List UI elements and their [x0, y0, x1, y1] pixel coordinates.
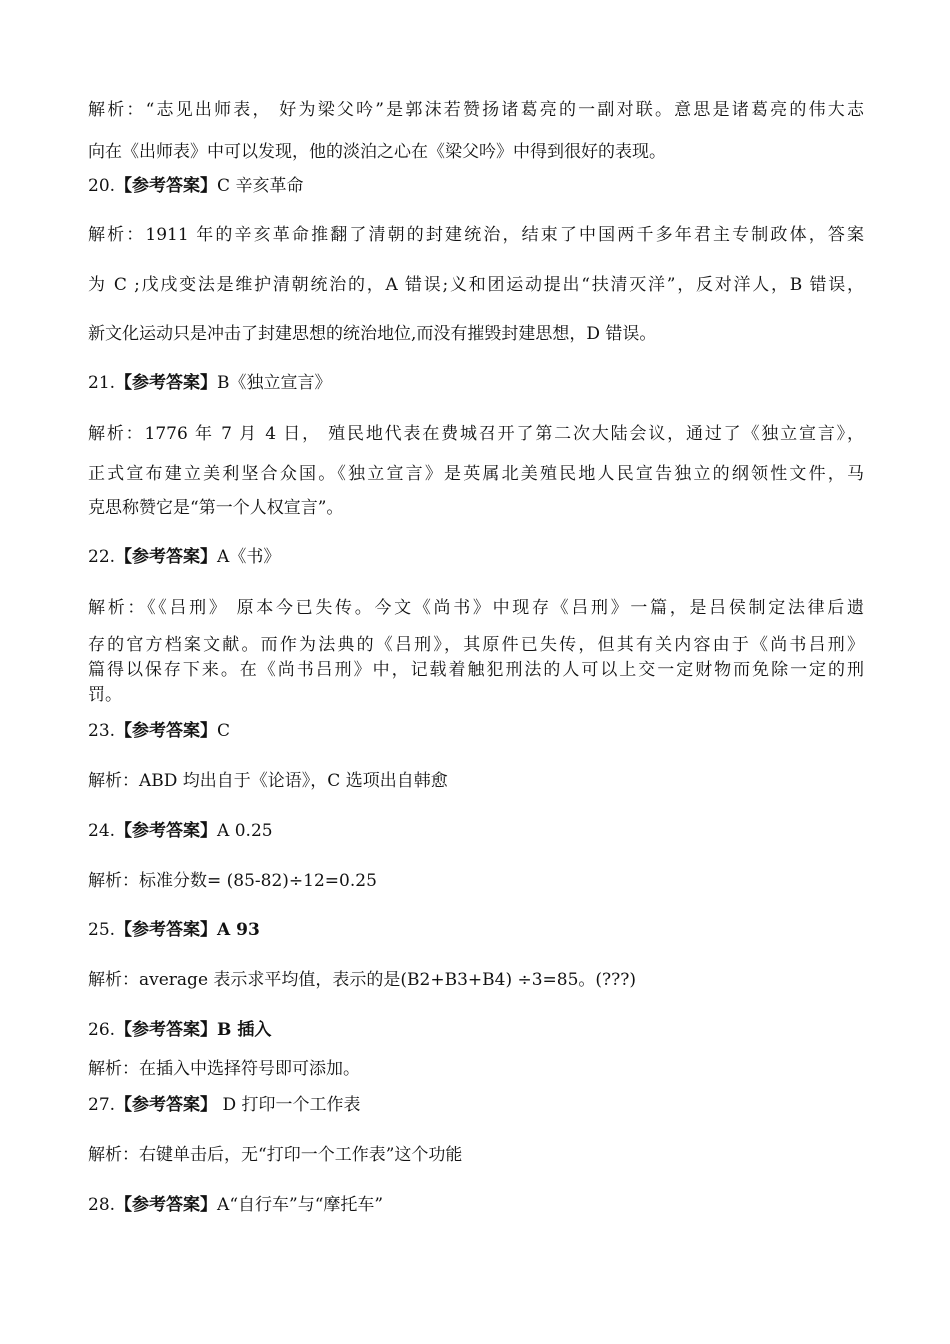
answer-label: 【参考答案】 — [115, 920, 218, 940]
answer-value: B 插入 — [217, 1020, 272, 1040]
explanation-line: 罚。 — [88, 685, 122, 705]
explanation-line: 解析：ABD 均出自于《论语》，C 选项出自韩愈 — [88, 771, 448, 791]
answer-value: A“自行车”与“摩托车” — [217, 1195, 384, 1215]
answer-number: 22. — [88, 547, 116, 567]
answer-line-21 — [88, 372, 332, 394]
answer-line-23 — [88, 720, 230, 742]
answer-line-25 — [88, 919, 260, 941]
answer-label: 【参考答案】 — [115, 1095, 218, 1115]
explanation-line: 解析：在插入中选择符号即可添加。 — [88, 1059, 360, 1079]
explanation-line: 解析：1776 年 7 月 4 日， 殖民地代表在费城召开了第二次大陆会议，通过了《独立宣言》， — [88, 424, 864, 444]
answer-label: 【参考答案】 — [115, 721, 218, 741]
answer-label: 【参考答案】 — [115, 821, 218, 841]
explanation-line: 解析：《《吕刑》 原本今已失传。今文《尚书》中现存《吕刑》一篇，是吕侯制定法律后遗 — [88, 598, 864, 618]
explanation-line: 克思称赞它是“第一个人权宣言”。 — [88, 498, 344, 518]
answer-label: 【参考答案】 — [115, 1020, 218, 1040]
answer-number: 28. — [88, 1195, 116, 1215]
answer-number: 27. — [88, 1095, 116, 1115]
answer-value: D 打印一个工作表 — [217, 1095, 361, 1115]
answer-value: B《独立宣言》 — [217, 373, 332, 393]
explanation-line: 篇得以保存下来。在《尚书吕刑》中，记载着触犯刑法的人可以上交一定财物而免除一定的刑 — [88, 660, 864, 680]
explanation-line: 解析：1911 年的辛亥革命推翻了清朝的封建统治，结束了中国两千多年君主专制政体，答案 — [88, 225, 864, 245]
answer-number: 20. — [88, 176, 116, 196]
explanation-line: 解析：average 表示求平均值，表示的是(B2+B3+B4) ÷3=85。(???) — [88, 970, 637, 990]
answer-value: A《书》 — [217, 547, 281, 567]
answer-line-24 — [88, 820, 273, 842]
answer-line-27 — [88, 1094, 360, 1116]
answer-label: 【参考答案】 — [115, 547, 218, 567]
answer-value: C — [217, 721, 231, 741]
answer-label: 【参考答案】 — [115, 373, 218, 393]
explanation-line: 解析：标准分数= (85-82)÷12=0.25 — [88, 871, 377, 891]
explanation-line: 解析：“志见出师表， 好为梁父吟”是郭沫若赞扬诸葛亮的一副对联。意思是诸葛亮的伟大志 — [88, 100, 864, 120]
answer-number: 21. — [88, 373, 116, 393]
answer-label: 【参考答案】 — [115, 1195, 218, 1215]
answer-line-20 — [88, 175, 303, 197]
answer-line-28 — [88, 1194, 383, 1216]
explanation-line: 向在《出师表》中可以发现，他的淡泊之心在《梁父吟》中得到很好的表现。 — [88, 142, 666, 162]
explanation-line: 存的官方档案文献。而作为法典的《吕刑》，其原件已失传，但其有关内容由于《尚书吕刑》 — [88, 635, 864, 655]
explanation-line: 正式宣布建立美利坚合众国。《独立宣言》是英属北美殖民地人民宣告独立的纲领性文件，马 — [88, 464, 864, 484]
answer-line-22 — [88, 546, 280, 568]
answer-label: 【参考答案】 — [115, 176, 218, 196]
answer-value: C 辛亥革命 — [217, 176, 304, 196]
explanation-line: 新文化运动只是冲击了封建思想的统治地位,而没有摧毁封建思想，D 错误。 — [88, 324, 657, 344]
answer-number: 25. — [88, 920, 116, 940]
answer-number: 23. — [88, 721, 116, 741]
answer-value: A 0.25 — [217, 821, 273, 841]
explanation-line: 为 C ;戊戌变法是维护清朝统治的，A 错误;义和团运动提出“扶清灭洋”，反对洋人，B 错误， — [88, 275, 864, 295]
explanation-line: 解析：右键单击后，无“打印一个工作表”这个功能 — [88, 1145, 463, 1165]
answer-value: A 93 — [217, 920, 260, 940]
answer-line-26 — [88, 1019, 271, 1041]
answer-number: 24. — [88, 821, 116, 841]
answer-number: 26. — [88, 1020, 116, 1040]
